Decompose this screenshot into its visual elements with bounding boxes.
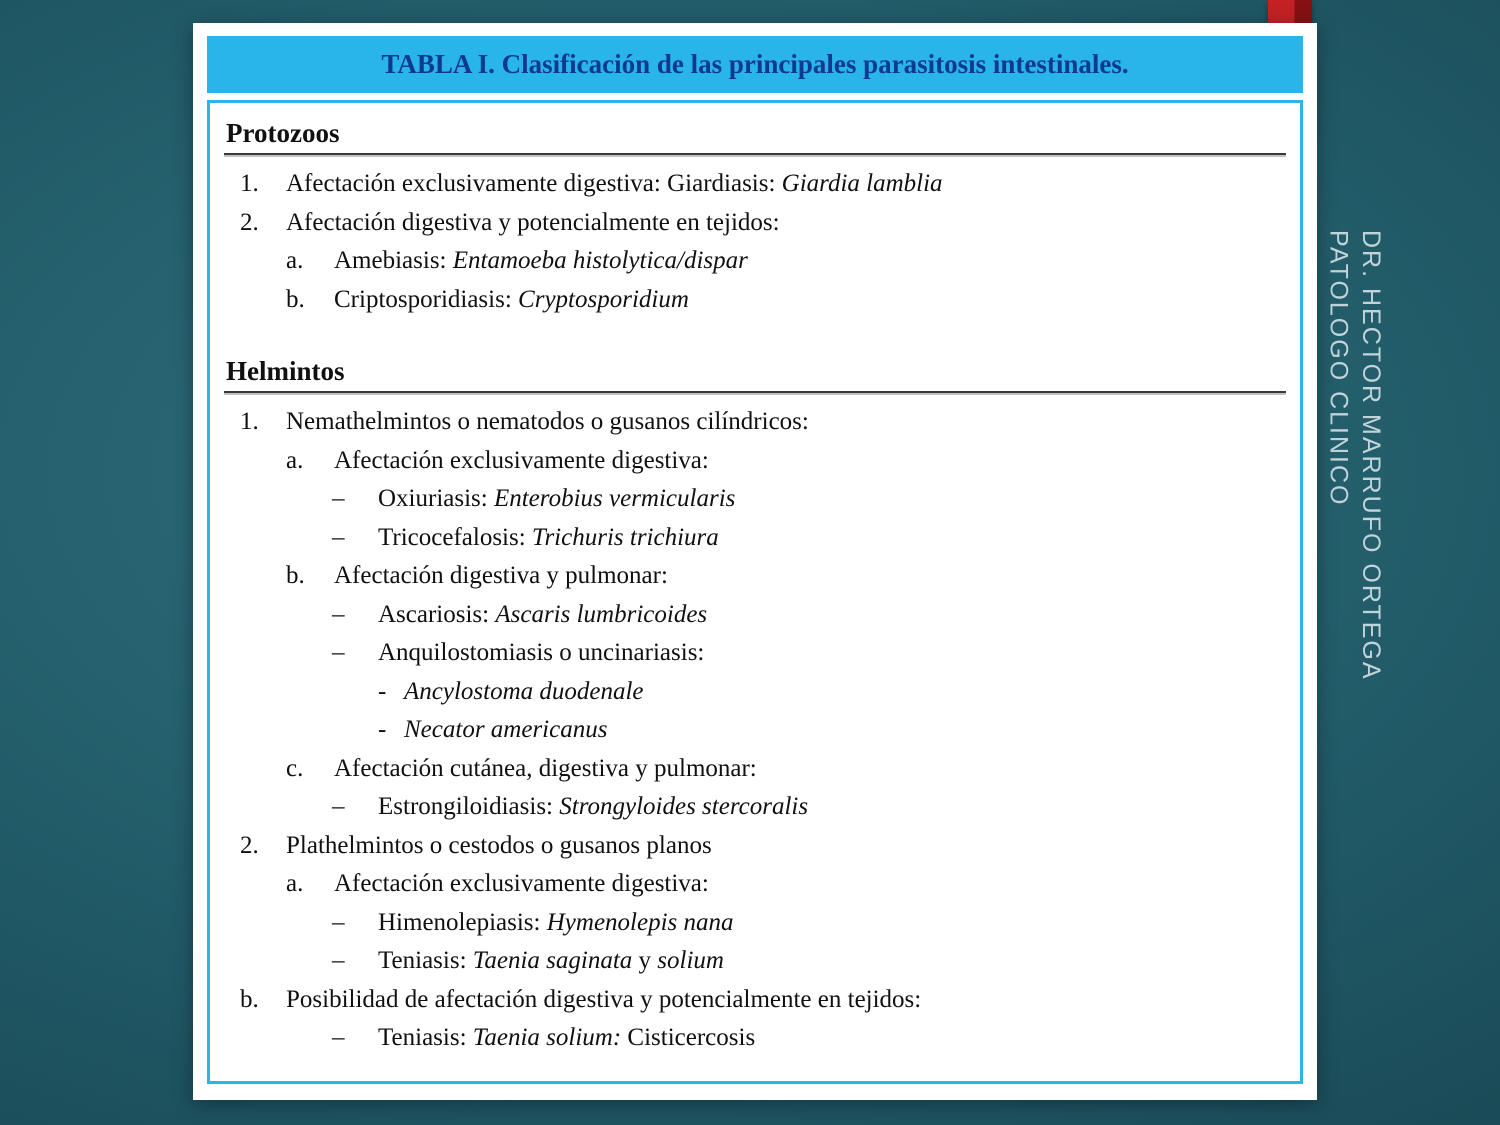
list-marker: – xyxy=(332,485,345,512)
list-text: Oxiuriasis: Enterobius vermicularis xyxy=(378,485,736,512)
list-marker: a. xyxy=(286,247,304,274)
list-text: Afectación cutánea, digestiva y pulmonar: xyxy=(334,754,757,782)
list-text: Teniasis: Taenia solium: Cisticercosis xyxy=(378,1024,756,1051)
credit-line-1: DR. HECTOR MARRUFO ORTEGA xyxy=(1357,230,1385,681)
author-credit xyxy=(1322,230,1387,870)
list-text: Plathelmintos o cestodos o gusanos planos xyxy=(286,831,712,859)
list-text: Ancylostoma duodenale xyxy=(404,677,644,705)
list-line xyxy=(224,711,1286,750)
list-text: Afectación exclusivamente digestiva: xyxy=(334,446,709,474)
list-line xyxy=(224,788,1286,827)
list-marker: - xyxy=(378,677,387,705)
list-line xyxy=(224,634,1286,673)
list-text: Ascariosis: Ascaris lumbricoides xyxy=(378,600,708,628)
list-marker: 2. xyxy=(240,208,259,236)
list-text: Afectación digestiva y pulmonar: xyxy=(334,562,668,589)
list-marker: – xyxy=(332,947,345,974)
list-text: Afectación exclusivamente digestiva: Giardiasis: Giardia lamblia xyxy=(286,170,943,197)
section-rule xyxy=(224,391,1286,393)
list-line xyxy=(224,981,1286,1020)
list-text: Himenolepiasis: Hymenolepis nana xyxy=(378,908,734,936)
list-line xyxy=(224,942,1286,981)
list-marker: – xyxy=(332,793,345,820)
credit-line-2: PATOLOGO CLINICO xyxy=(1324,230,1353,507)
list-text: Posibilidad de afectación digestiva y potencialmente en tejidos: xyxy=(286,985,922,1013)
list-line xyxy=(224,281,1286,320)
list-marker: a. xyxy=(286,446,304,474)
table-card xyxy=(193,23,1317,1100)
list-line xyxy=(224,1019,1286,1058)
list-text: Teniasis: Taenia saginata y solium xyxy=(378,947,724,974)
list-line xyxy=(224,750,1286,789)
list-line xyxy=(224,480,1286,519)
list-marker: 1. xyxy=(240,170,259,197)
list-marker: – xyxy=(332,600,345,628)
list-text: Afectación exclusivamente digestiva: xyxy=(334,870,709,897)
section-heading: Protozoos xyxy=(226,118,340,148)
list-line xyxy=(224,519,1286,558)
list-marker: c. xyxy=(286,754,304,782)
section-block xyxy=(224,353,1286,1058)
list-line xyxy=(224,904,1286,943)
list-marker: - xyxy=(378,716,387,743)
list-text: Afectación digestiva y potencialmente en tejidos: xyxy=(286,208,780,236)
section-heading: Helmintos xyxy=(226,356,345,386)
list-text: Nemathelmintos o nematodos o gusanos cilíndricos: xyxy=(286,408,809,435)
list-marker: b. xyxy=(240,985,259,1013)
list-marker: – xyxy=(332,908,345,936)
list-text: Anquilostomiasis o uncinariasis: xyxy=(378,639,705,666)
list-marker: a. xyxy=(286,870,304,897)
table-title: TABLA I. Clasificación de las principales parasitosis intestinales. xyxy=(207,36,1303,93)
list-text: Amebiasis: Entamoeba histolytica/dispar xyxy=(334,247,748,274)
list-marker: – xyxy=(332,1024,345,1051)
list-text: Necator americanus xyxy=(404,716,608,743)
list-text: Criptosporidiasis: Cryptosporidium xyxy=(334,285,689,313)
list-marker: 1. xyxy=(240,408,259,435)
list-marker: 2. xyxy=(240,831,259,859)
list-line xyxy=(224,596,1286,635)
section-block xyxy=(224,115,1286,319)
list-line xyxy=(224,673,1286,712)
list-text: Tricocefalosis: Trichuris trichiura xyxy=(378,523,719,551)
list-text: Estrongiloidiasis: Strongyloides stercoralis xyxy=(378,793,809,820)
list-line xyxy=(224,204,1286,243)
list-line xyxy=(224,865,1286,904)
list-marker: – xyxy=(332,639,345,666)
list-line xyxy=(224,403,1286,442)
list-line xyxy=(224,442,1286,481)
list-line xyxy=(224,165,1286,204)
list-line xyxy=(224,557,1286,596)
list-marker: – xyxy=(332,523,345,551)
list-line xyxy=(224,827,1286,866)
list-marker: b. xyxy=(286,562,305,589)
table-content xyxy=(207,100,1303,1084)
list-line xyxy=(224,242,1286,281)
list-marker: b. xyxy=(286,285,305,313)
section-rule xyxy=(224,153,1286,155)
